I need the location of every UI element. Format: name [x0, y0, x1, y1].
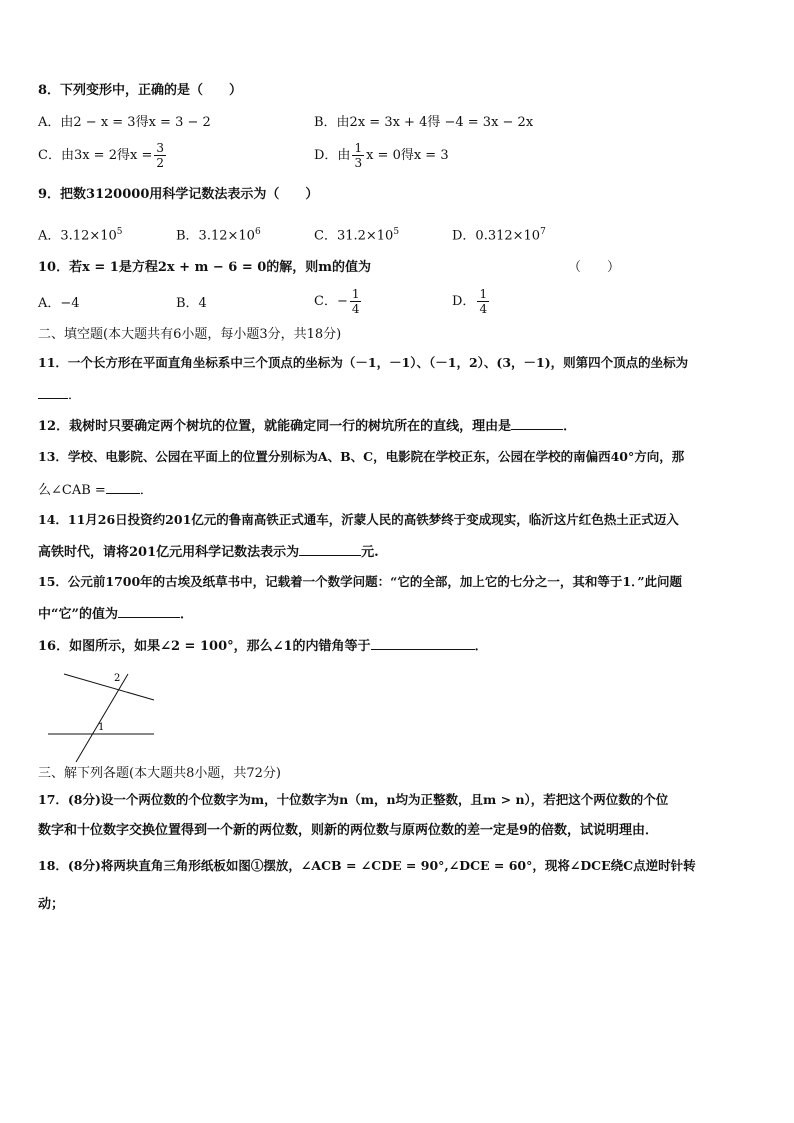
question-16 [38, 636, 488, 656]
answer-blank[interactable] [106, 480, 140, 494]
question-12-text: 12．栽树时只要确定两个树坑的位置，就能确定同一行的树坑所在的直线，理由是 [38, 419, 512, 434]
question-14-text: 高铁时代，请将201亿元用科学记数法表示为 [38, 545, 300, 560]
question-13-line-2 [38, 480, 153, 500]
question-13-line-1: 13．学校、电影院、公园在平面上的位置分别标为A、B、C，电影院在学校正东，公园在学校的南偏西40°方向，那 [38, 449, 685, 464]
question-8-option-d-suffix: x = 0得x = 3 [366, 148, 449, 163]
question-11-line-1: 11．一个长方形在平面直角坐标系中三个顶点的坐标为（－1，－1）、（－1，2）、(3，－1)，则第四个顶点的坐标为 [38, 355, 689, 370]
question-8-option-c [38, 141, 168, 170]
question-18-line-1: 18．(8分)将两块直角三角形纸板如图①摆放，∠ACB = ∠CDE = 90°,∠DCE = 60°，现将∠DCE绕C点逆时针转 [38, 858, 696, 873]
question-10-stem: 10．若x = 1是方程2x + m − 6 = 0的解，则m的值为 [38, 260, 372, 275]
question-15-line-1: 15．公元前1700年的古埃及纸草书中，记载着一个数学问题：“它的全部，加上它的七分之一，其和等于1．”此问题 [38, 574, 683, 589]
fraction-denominator: 4 [351, 302, 360, 316]
question-8-option-b: B．由2x = 3x + 4得 −4 = 3x − 2x [314, 115, 534, 130]
angle-2-label: 2 [114, 673, 121, 684]
question-15-text: 中“它”的值为 [38, 607, 118, 622]
question-10-option-a: A．−4 [38, 296, 80, 311]
answer-blank[interactable] [299, 542, 361, 556]
fraction-denominator: 2 [156, 156, 164, 170]
question-12-period: ． [563, 419, 577, 434]
fraction-numerator: 1 [351, 287, 360, 301]
option-b-base: B．3.12×10 [176, 228, 255, 244]
section-3-heading: 三、解下列各题(本大题共8小题，共72分) [38, 766, 281, 781]
option-b-exponent: 6 [254, 227, 261, 237]
fraction-denominator: 3 [354, 156, 363, 170]
option-c-exponent: 5 [393, 227, 400, 237]
question-9-option-b [176, 223, 261, 245]
answer-blank[interactable] [511, 416, 563, 430]
option-d-exponent: 7 [540, 227, 546, 237]
section-2-heading: 二、填空题(本大题共有6小题，每小题3分，共18分) [38, 327, 342, 342]
answer-blank[interactable] [371, 636, 475, 650]
upper-line [64, 674, 154, 700]
question-8-option-d-prefix: D．由 [314, 148, 351, 163]
option-d-prefix: D． [452, 294, 476, 309]
option-a-base: A．3.12×10 [38, 228, 117, 244]
question-18-line-2: 动； [38, 897, 65, 912]
question-9-option-c [314, 223, 399, 245]
question-17-line-2: 数字和十位数字交换位置得到一个新的两位数，则新的两位数与原两位数的差一定是9的倍数，试说明理由． [38, 823, 659, 838]
angle-1-label: 1 [98, 722, 105, 733]
option-c-base: C．31.2×10 [314, 228, 394, 244]
question-10-answer-paren: （ ） [568, 260, 621, 275]
question-8-option-a: A．由2 − x = 3得x = 3 − 2 [38, 115, 211, 130]
question-15-period: ． [179, 607, 193, 622]
fraction-numerator: 3 [156, 141, 164, 155]
fraction [154, 141, 166, 170]
option-a-exponent: 5 [116, 227, 123, 237]
question-10-option-b: B．4 [176, 296, 207, 311]
question-11-line-2 [38, 385, 81, 405]
question-9-option-d [452, 223, 546, 245]
question-13-period: ． [139, 483, 153, 498]
question-9-option-a [38, 223, 123, 245]
question-11-period: ． [68, 388, 82, 403]
fraction-denominator: 4 [479, 302, 488, 316]
question-8-stem: 8．下列变形中，正确的是（ ） [38, 83, 243, 98]
question-17-line-1: 17．(8分)设一个两位数的个位数字为m，十位数字为n（m，n均为正整数，且m > n），若把这个两位数的个位 [38, 792, 669, 807]
question-14-line-2 [38, 542, 379, 562]
question-12 [38, 416, 576, 436]
fraction [352, 141, 364, 170]
question-14-unit: 元. [361, 545, 379, 560]
question-13-angle: 么∠CAB = [38, 483, 106, 498]
question-9-stem: 9．把数3120000用科学记数法表示为（ ） [38, 187, 319, 202]
question-16-text: 16．如图所示，如果∠2 = 100°，那么∠1的内错角等于 [38, 639, 371, 654]
option-c-prefix: C．− [314, 294, 348, 309]
question-14-line-1: 14．11月26日投资约201亿元的鲁南高铁正式通车，沂蒙人民的高铁梦终于变成现实，临沂这片红色热土正式迈入 [38, 512, 679, 527]
option-d-base: D．0.312×10 [452, 228, 541, 244]
fraction-numerator: 1 [479, 287, 488, 301]
question-8-option-d [314, 141, 449, 170]
fraction [477, 287, 489, 316]
question-10-option-c [314, 287, 363, 316]
transversal-line [76, 674, 128, 762]
angle-figure [44, 666, 164, 766]
question-16-period: ． [474, 639, 488, 654]
question-8-option-c-text: C．由3x = 2得x = [38, 148, 153, 163]
question-15-line-2 [38, 604, 193, 624]
answer-blank[interactable] [38, 385, 68, 399]
answer-blank[interactable] [118, 604, 180, 618]
question-10-option-d [452, 287, 491, 316]
fraction [350, 287, 362, 316]
fraction-numerator: 1 [354, 141, 363, 155]
